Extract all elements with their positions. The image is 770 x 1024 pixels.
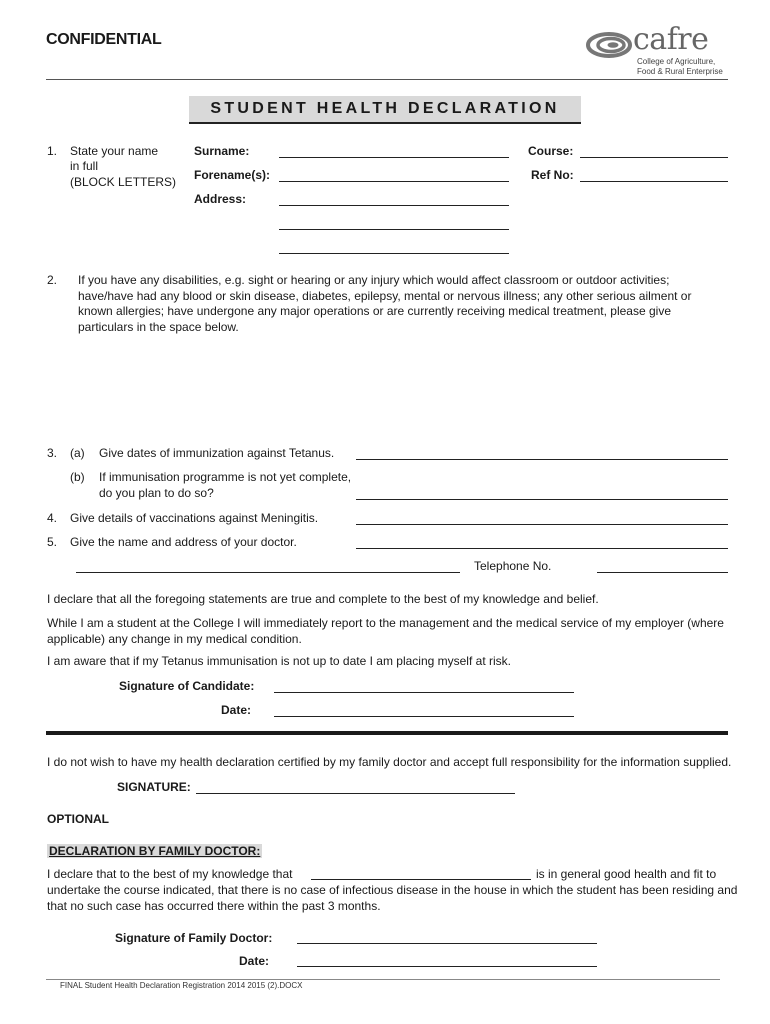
q1-prompt-line2: in full — [70, 159, 99, 173]
doctor-text-line3: that no such case has occurred there within the past 3 months. — [47, 899, 381, 913]
q3b-text-line1: If immunisation programme is not yet complete, — [99, 470, 352, 484]
q1-prompt-line1: State your name — [70, 144, 159, 158]
title-banner — [189, 96, 581, 124]
ref-field[interactable] — [580, 181, 728, 182]
optional-label: OPTIONAL — [47, 812, 109, 826]
surname-label: Surname: — [194, 144, 250, 158]
waiver-signature-field[interactable] — [196, 793, 515, 794]
waiver-text: I do not wish to have my health declaration certified by my family doctor and accept full responsibility for the information supplied. — [47, 755, 732, 769]
course-field[interactable] — [580, 157, 728, 158]
doctor-address-field[interactable] — [76, 572, 460, 573]
q3-number: 3. — [47, 446, 58, 460]
q3a-text: Give dates of immunization against Tetanus. — [99, 446, 335, 460]
candidate-date-field[interactable] — [274, 716, 574, 717]
q2-answer-area[interactable] — [78, 340, 728, 440]
address-label: Address: — [194, 192, 247, 206]
address-field-line1[interactable] — [279, 205, 509, 206]
logo-subtitle-line1: College of Agriculture, — [637, 57, 716, 66]
forename-field[interactable] — [279, 181, 509, 182]
q1-prompt-line3: (BLOCK LETTERS) — [70, 175, 177, 189]
footer-filename: FINAL Student Health Declaration Registration 2014 2015 (2).DOCX — [60, 981, 303, 990]
page-title: STUDENT HEALTH DECLARATION — [210, 100, 560, 117]
doctor-text-start: I declare that to the best of my knowledge that — [47, 867, 293, 881]
candidate-date-label: Date: — [221, 703, 252, 717]
forename-label: Forename(s): — [194, 168, 271, 182]
candidate-signature-label: Signature of Candidate: — [119, 679, 255, 693]
q5-text: Give the name and address of your doctor. — [70, 535, 297, 549]
address-field-line3[interactable] — [279, 253, 509, 254]
footer-divider — [46, 979, 720, 980]
q2-number: 2. — [47, 273, 58, 287]
declaration-p1: I declare that all the foregoing statements are true and complete to the best of my knowledge and belief. — [47, 592, 599, 606]
candidate-signature-field[interactable] — [274, 692, 574, 693]
course-label: Course: — [528, 144, 574, 158]
doctor-name-field[interactable] — [356, 548, 728, 549]
q1-number: 1. — [47, 144, 58, 158]
ref-label: Ref No: — [531, 168, 574, 182]
cafre-swirl-icon — [586, 32, 632, 58]
doctor-declaration-heading — [47, 844, 262, 859]
confidential-label: CONFIDENTIAL — [46, 31, 162, 48]
logo-subtitle-line2: Food & Rural Enterprise — [637, 67, 723, 76]
telephone-label: Telephone No. — [474, 559, 552, 573]
q5-number: 5. — [47, 535, 58, 549]
surname-field[interactable] — [279, 157, 509, 158]
tetanus-dates-field[interactable] — [356, 459, 728, 460]
q4-text: Give details of vaccinations against Meningitis. — [70, 511, 319, 525]
header-divider — [46, 79, 728, 80]
doctor-date-label: Date: — [239, 954, 270, 968]
doctor-signature-field[interactable] — [297, 943, 597, 944]
doctor-text-line2: undertake the course indicated, that there is no case of infectious disease in the house in which the student has been residing and — [47, 883, 738, 897]
q2-text: If you have any disabilities, e.g. sight or hearing or any injury which would affect classroom or outdoor activities; have/have had any blood or skin disease, diabetes, epilepsy, mental or nervous illness; any other serious ailment or known allergies; have undergone any major operations or are currently receiving medical treatment, please give particulars in the space below. — [78, 273, 692, 334]
logo-name: cafre — [633, 22, 709, 57]
immunisation-plan-field[interactable] — [356, 499, 728, 500]
doctor-signature-label: Signature of Family Doctor: — [115, 931, 273, 945]
cafre-logo — [586, 22, 731, 78]
student-name-field[interactable] — [311, 879, 531, 880]
q3a-label: (a) — [70, 446, 85, 460]
waiver-signature-label: SIGNATURE: — [117, 780, 191, 794]
meningitis-field[interactable] — [356, 524, 728, 525]
doctor-heading-text: DECLARATION BY FAMILY DOCTOR: — [49, 844, 261, 858]
q4-number: 4. — [47, 511, 58, 525]
declaration-p2: While I am a student at the College I will immediately report to the management and the medical service of my employer (where applicable) any change in my medical condition. — [47, 616, 724, 646]
address-field-line2[interactable] — [279, 229, 509, 230]
section-divider — [46, 731, 728, 735]
q3b-text-line2: do you plan to do so? — [99, 486, 214, 500]
doctor-date-field[interactable] — [297, 966, 597, 967]
telephone-field[interactable] — [597, 572, 728, 573]
doctor-text-mid: is in general good health and fit to — [536, 867, 717, 881]
q3b-label: (b) — [70, 470, 85, 484]
declaration-p3: I am aware that if my Tetanus immunisation is not up to date I am placing myself at risk. — [47, 654, 511, 668]
